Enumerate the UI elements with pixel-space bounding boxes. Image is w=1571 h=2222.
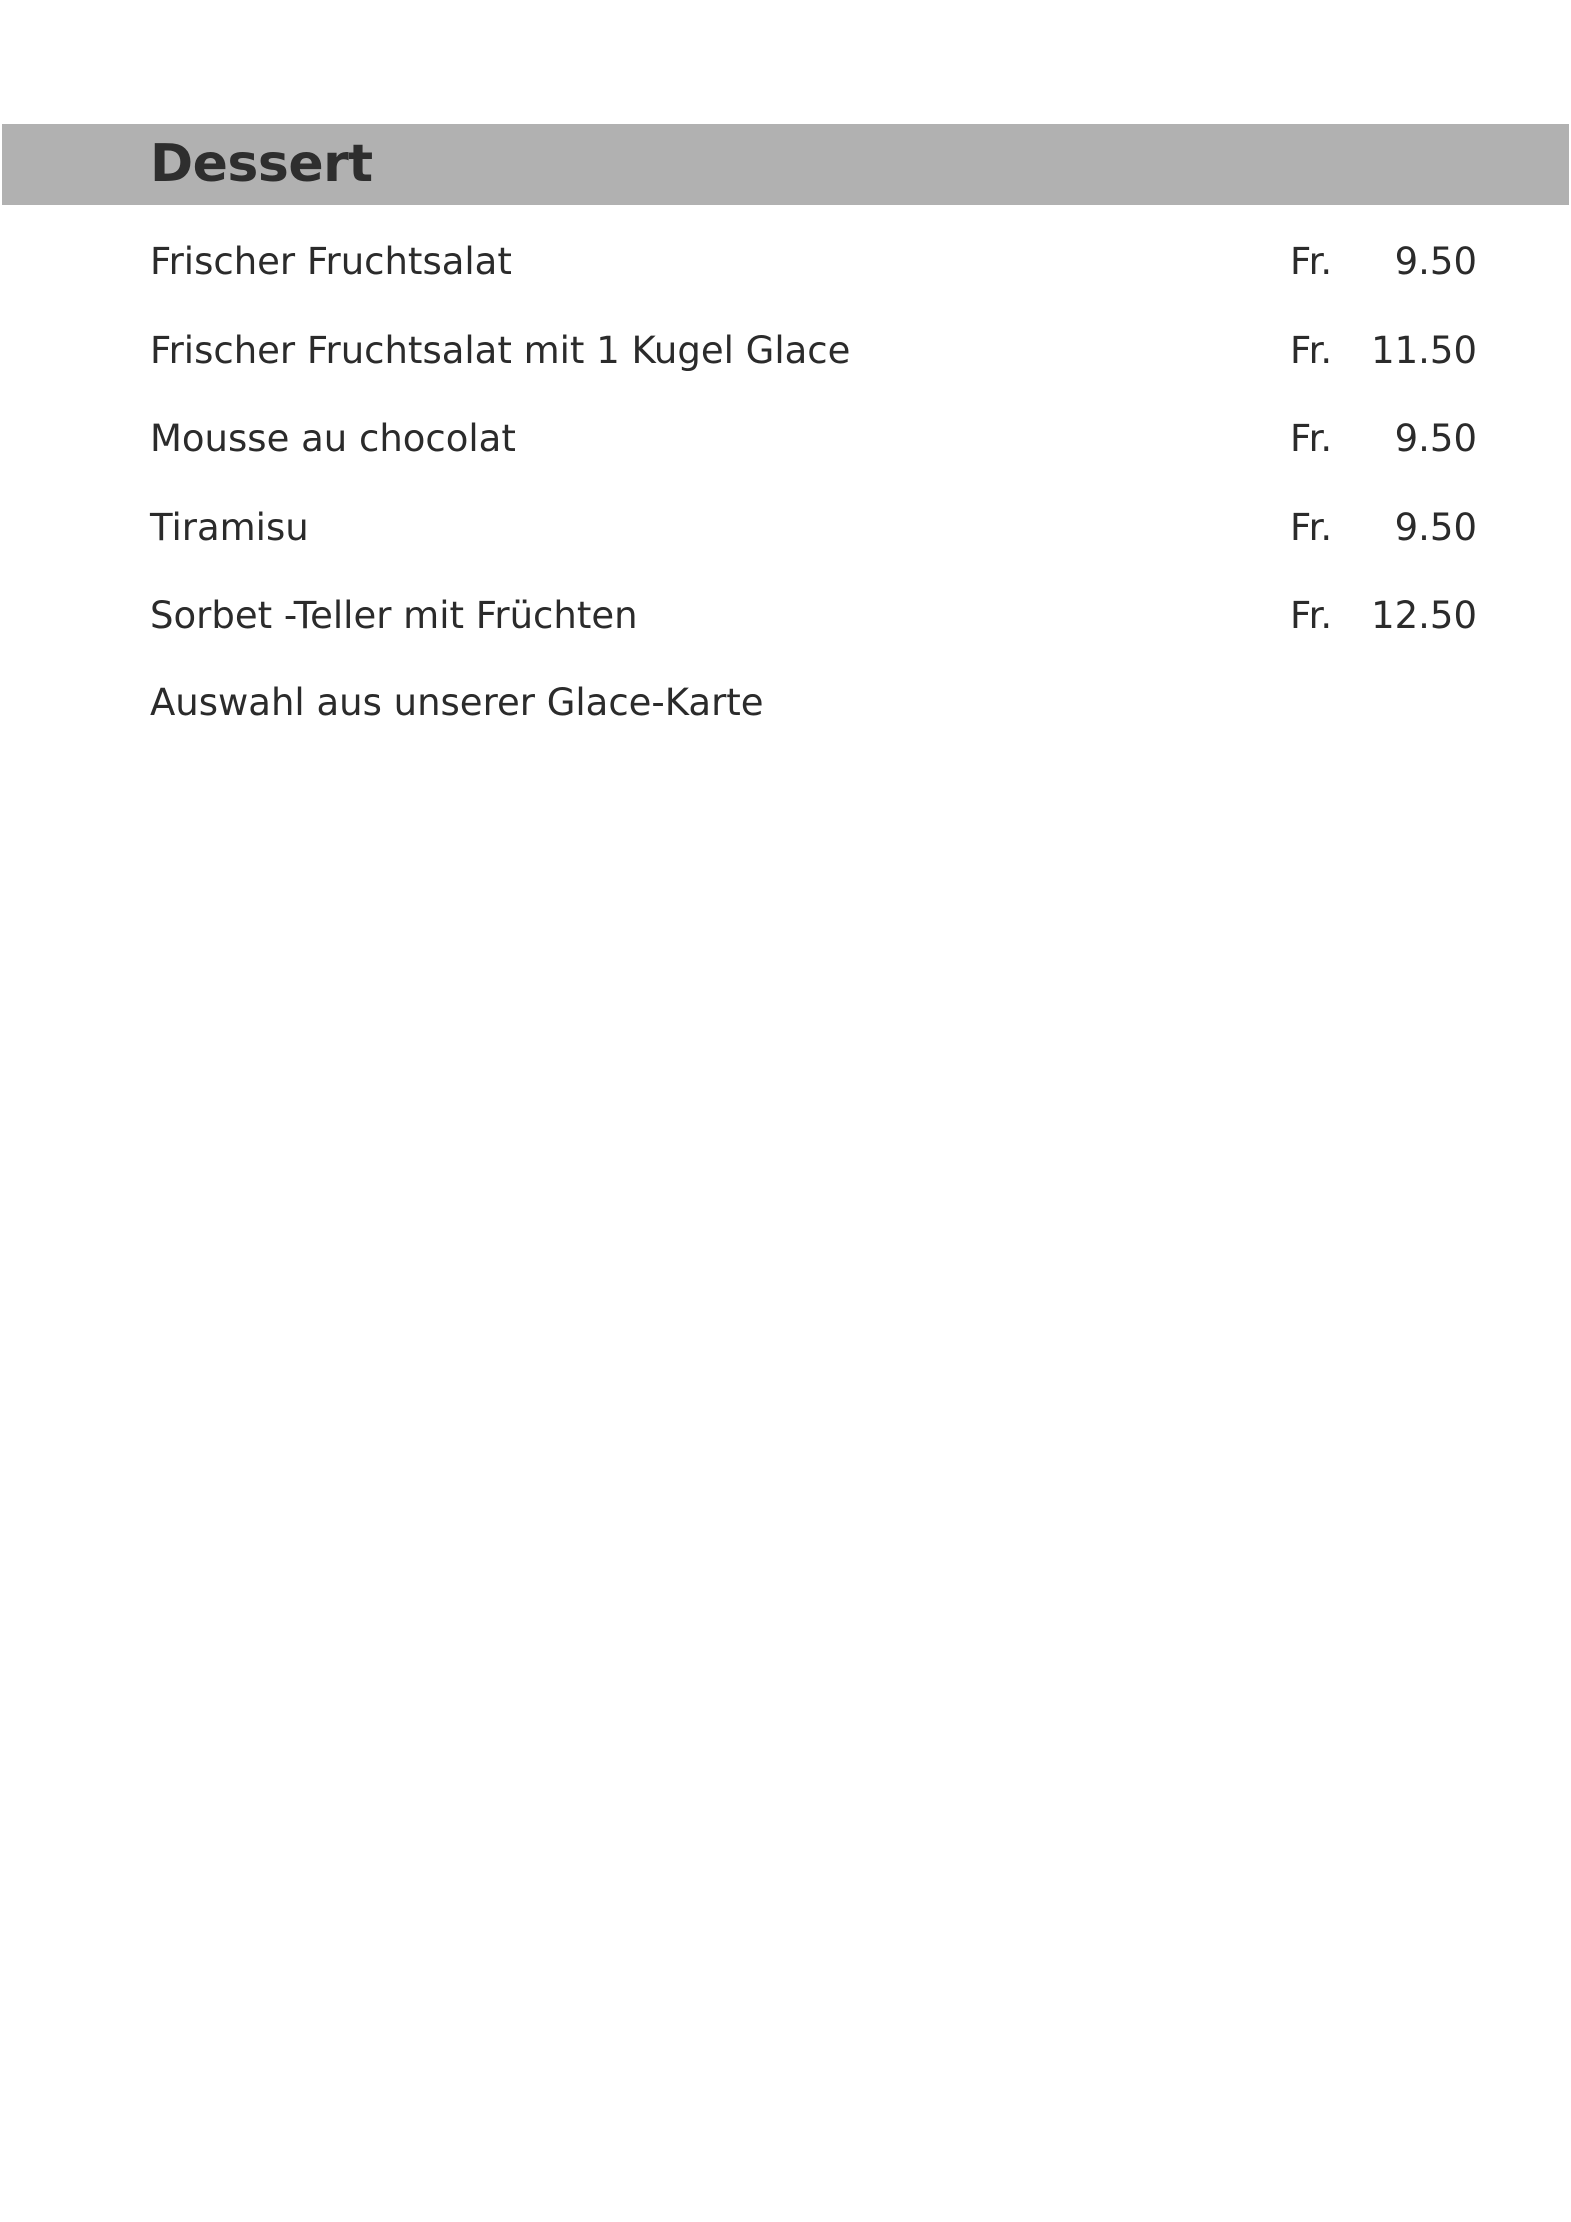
menu-item-price: 9.50: [1394, 506, 1477, 549]
menu-item-currency: Fr.: [1290, 594, 1333, 637]
menu-item: [0, 234, 1571, 290]
section-title: Dessert: [150, 134, 373, 194]
menu-item-currency: Fr.: [1290, 240, 1333, 283]
menu-item-name: Mousse au chocolat: [150, 417, 516, 460]
menu-item-currency: Fr.: [1290, 417, 1333, 460]
menu-item-name: Frischer Fruchtsalat mit 1 Kugel Glace: [150, 329, 851, 372]
menu-item-currency: Fr.: [1290, 506, 1333, 549]
menu-note: Auswahl aus unserer Glace-Karte: [150, 681, 764, 724]
menu-item-price: 9.50: [1394, 240, 1477, 283]
menu-item: [0, 323, 1571, 379]
menu-item-currency: Fr.: [1290, 329, 1333, 372]
menu-item-price: 12.50: [1371, 594, 1477, 637]
menu-item: [0, 588, 1571, 644]
menu-item-price: 9.50: [1394, 417, 1477, 460]
menu-item-name: Frischer Fruchtsalat: [150, 240, 512, 283]
menu-item-price: 11.50: [1371, 329, 1477, 372]
menu-item: [0, 500, 1571, 556]
menu-item-name: Sorbet -Teller mit Früchten: [150, 594, 638, 637]
menu-item-name: Tiramisu: [150, 506, 309, 549]
menu-item: [0, 411, 1571, 467]
